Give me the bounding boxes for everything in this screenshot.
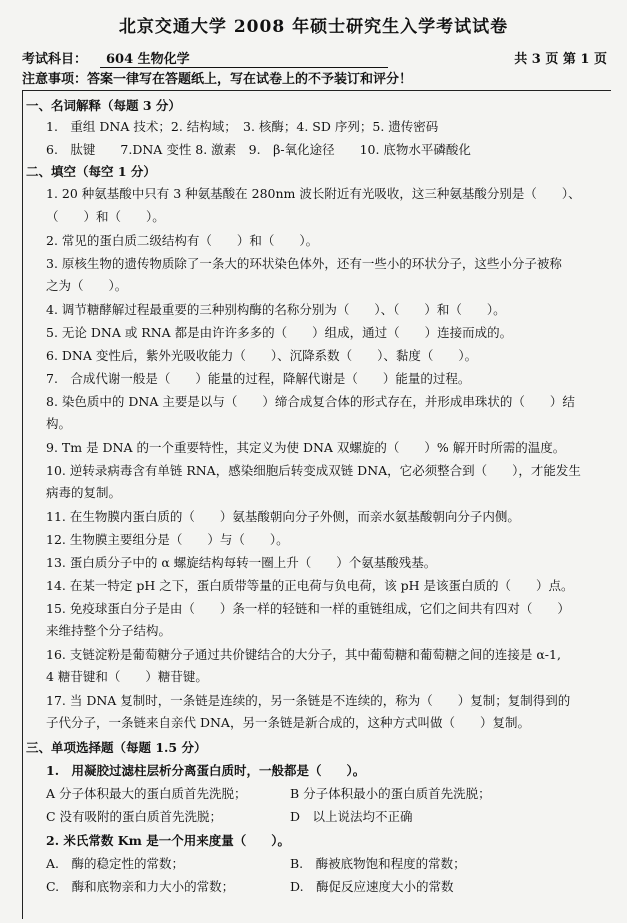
fill-q6: 6. DNA 变性后，紫外光吸收能力（ ）、沉降系数（ ）、黏度（ ）。 (46, 348, 478, 363)
exam-title: 北京交通大学 2008 年硕士研究生入学考试试卷 (118, 17, 509, 37)
section2-heading: 二、填空（每空 1 分） (26, 164, 156, 179)
choice-q1-opt-d: D 以上说法均不正确 (290, 809, 413, 824)
fill-q15b: 来维持整个分子结构。 (46, 623, 172, 638)
subject-name: 604 生物化学 (100, 48, 388, 68)
choice-q2-opt-d: D. 酶促反应速度大小的常数 (290, 879, 454, 894)
choice-q2: 2. 米氏常数 Km 是一个用来度量（ ）。 (46, 833, 290, 848)
fill-q7: 7. 合成代谢一般是（ ）能量的过程，降解代谢是（ ）能量的过程。 (46, 371, 471, 386)
section1-line2: 6. 肽键 7.DNA 变性 8. 激素 9. β-氧化途径 10. 底物水平磷酸化 (46, 142, 471, 157)
page-info: 共 3 页 第 1 页 (514, 52, 607, 67)
fill-q10b: 病毒的复制。 (46, 485, 122, 500)
fill-q5: 5. 无论 DNA 或 RNA 都是由许许多多的（ ）组成，通过（ ）连接而成的。 (46, 325, 513, 340)
fill-q3b: 之为（ ）。 (46, 278, 128, 293)
fill-q15a: 15. 免疫球蛋白分子是由（ ）条一样的轻链和一样的重链组成，它们之间共有四对（ ） (46, 601, 570, 616)
fill-q17b: 子代分子，一条链来自亲代 DNA，另一条链是新合成的，这种方式叫做（ ）复制。 (46, 715, 530, 730)
fill-q3a: 3. 原核生物的遗传物质除了一条大的环状染色体外，还有一些小的环状分子，这些小分子被称 (46, 256, 562, 271)
section1-line1: 1. 重组 DNA 技术；2. 结构域； 3. 核酶；4. SD 序列；5. 遗传密码 (46, 119, 439, 134)
choice-q1: 1. 用凝胶过滤柱层析分离蛋白质时，一般都是（ ）。 (46, 763, 366, 778)
fill-q14: 14. 在某一特定 pH 之下，蛋白质带等量的正电荷与负电荷，该 pH 是该蛋白质的（ ）点。 (46, 578, 574, 593)
fill-q10a: 10. 逆转录病毒含有单链 RNA，感染细胞后转变成双链 DNA，它必须整合到（ ），才能发生 (46, 463, 581, 478)
fill-q9: 9. Tm 是 DNA 的一个重要特性，其定义为使 DNA 双螺旋的（ ）% 解开时所需的温度。 (46, 440, 566, 455)
fill-q13: 13. 蛋白质分子中的 α 螺旋结构每转一圈上升（ ）个氨基酸残基。 (46, 555, 437, 570)
fill-q12: 12. 生物膜主要组分是（ ）与（ ）。 (46, 532, 289, 547)
choice-q1-opt-b: B 分子体积最小的蛋白质首先洗脱； (290, 786, 491, 801)
choice-q2-opt-a: A. 酶的稳定性的常数； (46, 856, 185, 871)
fill-q2: 2. 常见的蛋白质二级结构有（ ）和（ ）。 (46, 233, 319, 248)
fill-q8b: 构。 (46, 416, 72, 431)
fill-q8a: 8. 染色质中的 DNA 主要是以与（ ）缔合成复合体的形式存在，并形成串珠状的（ ）结 (46, 394, 575, 409)
choice-q2-opt-c: C. 酶和底物亲和力大小的常数； (46, 879, 235, 894)
fill-q4: 4. 调节糖酵解过程最重要的三种别构酶的名称分别为（ ）、（ ）和（ ）。 (46, 302, 506, 317)
notice: 注意事项：答案一律写在答题纸上，写在试卷上的不予装订和评分！ (22, 72, 413, 87)
choice-q2-opt-b: B. 酶被底物饱和程度的常数； (290, 856, 466, 871)
fill-q11: 11. 在生物膜内蛋白质的（ ）氨基酸朝向分子外侧，而亲水氨基酸朝向分子内侧。 (46, 509, 520, 524)
choice-q1-opt-c: C 没有吸附的蛋白质首先洗脱； (46, 809, 223, 824)
section3-heading: 三、单项选择题（每题 1.5 分） (26, 740, 207, 755)
fill-q16a: 16. 支链淀粉是葡萄糖分子通过共价键结合的大分子，其中葡萄糖和葡萄糖之间的连接是 α-1, (46, 647, 561, 662)
section1-heading: 一、名词解释（每题 3 分） (26, 98, 181, 113)
fill-q1a: 1. 20 种氨基酸中只有 3 种氨基酸在 280nm 波长附近有光吸收，这三种氨基酸分别是（ ）、 (46, 186, 581, 201)
fill-q1b: （ ）和（ ）。 (46, 209, 165, 224)
subject-label: 考试科目： (22, 52, 88, 67)
fill-q16b: 4 糖苷键和（ ）糖苷键。 (46, 669, 208, 684)
choice-q1-opt-a: A 分子体积最大的蛋白质首先洗脱； (46, 786, 247, 801)
fill-q17a: 17. 当 DNA 复制时，一条链是连续的，另一条链是不连续的，称为（ ）复制；复制得到的 (46, 693, 571, 708)
